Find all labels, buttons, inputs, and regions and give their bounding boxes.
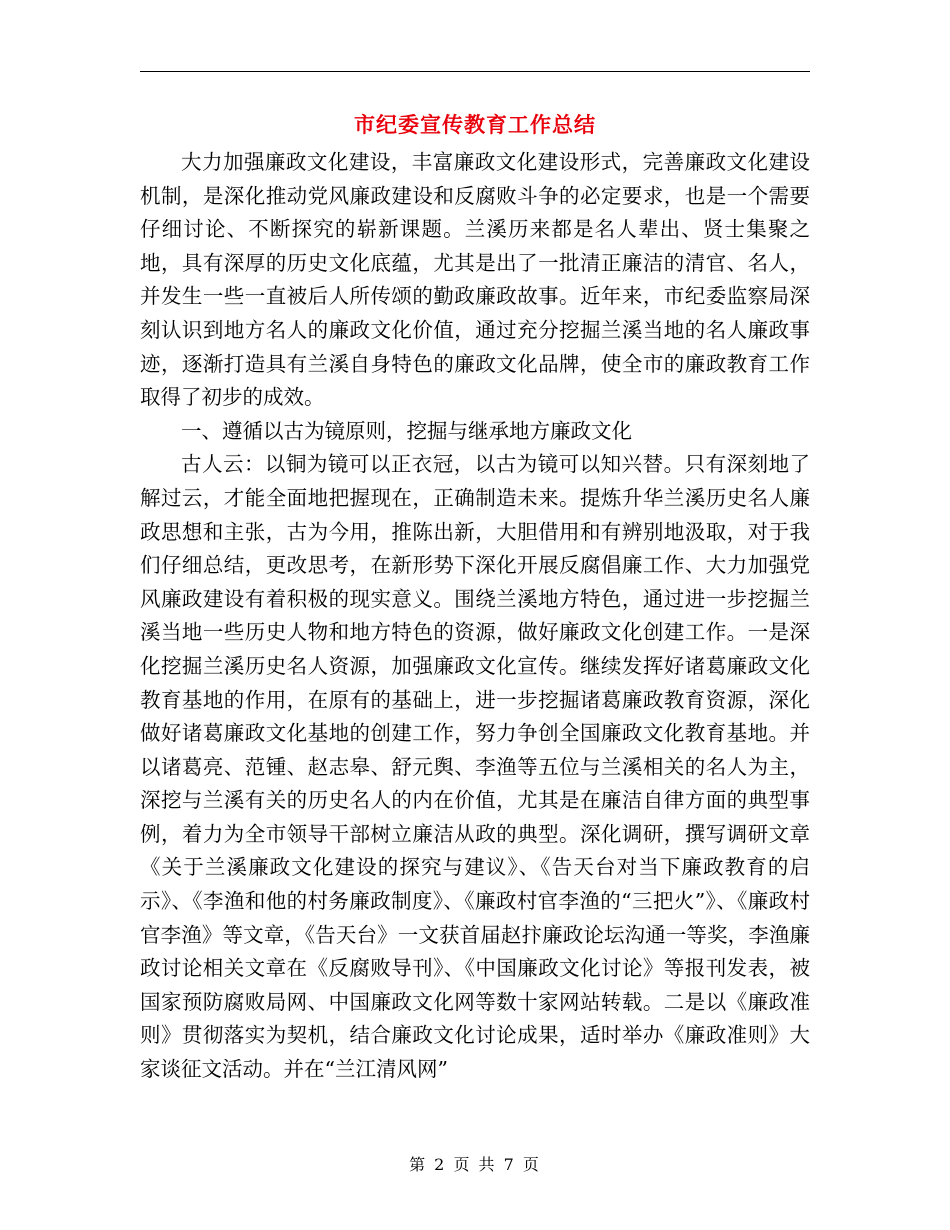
paragraph-intro: 大力加强廉政文化建设，丰富廉政文化建设形式，完善廉政文化建设机制，是深化推动党风廉政建设和反腐败斗争的必定要求，也是一个需要仔细讨论、不断探究的崭新课题。兰溪历来都是名人辈出、贤士集聚之地，具有深厚的历史文化底蕴，尤其是出了一批清正廉洁的清官、名人，并发生一些一直被后人所传颂的勤政廉政故事。近年来，市纪委监察局深刻认识到地方名人的廉政文化价值，通过充分挖掘兰溪当地的名人廉政事迹，逐渐打造具有兰溪自身特色的廉政文化品牌，使全市的廉政教育工作取得了初步的成效。 (140, 150, 810, 410)
section-heading: 一、遵循以古为镜原则，挖掘与继承地方廉政文化 (181, 418, 632, 443)
page-number: 第 2 页 共 7 页 (409, 1155, 541, 1174)
paragraph-section-1: 古人云：以铜为镜可以正衣冠，以古为镜可以知兴替。只有深刻地了解过云，才能全面地把握现在，正确制造未来。提炼升华兰溪历史名人廉政思想和主张，古为今用，推陈出新，大胆借用和有辨别地汲取，对于我们仔细总结，更改思考，在新形势下深化开展反腐倡廉工作、大力加强党风廉政建设有着积极的现实意义。围绕兰溪地方特色，通过进一步挖掘兰溪当地一些历史人物和地方特色的资源，做好廉政文化创建工作。一是深化挖掘兰溪历史名人资源，加强廉政文化宣传。继续发挥好诸葛廉政文化教育基地的作用，在原有的基础上，进一步挖掘诸葛廉政教育资源，深化做好诸葛廉政文化基地的创建工作，努力争创全国廉政文化教育基地。并以诸葛亮、范锺、赵志皋、舒元舆、李渔等五位与兰溪相关的名人为主，深挖与兰溪有关的历史名人的内在价值，尤其是在廉洁自律方面的典型事例，着力为全市领导干部树立廉洁从政的典型。深化调研，撰写调研文章《关于兰溪廉政文化建设的探究与建议》、《告天台对当下廉政教育的启示》、《李渔和他的村务廉政制度》、《廉政村官李渔的“三把火”》、《廉政村官李渔》等文章，《告天台》一文获首届赵抃廉政论坛沟通一等奖，李渔廉政讨论相关文章在《反腐败导刊》、《中国廉政文化讨论》等报刊发表，被国家预防腐败局网、中国廉政文化网等数十家网站转载。二是以《廉政准则》贯彻落实为契机，结合廉政文化讨论成果，适时举办《廉政准则》大家谈征文活动。并在“兰江清风网” (140, 452, 810, 1082)
header-rule (140, 71, 810, 72)
document-body (140, 146, 810, 1087)
document-title: 市纪委宣传教育工作总结 (354, 112, 596, 137)
